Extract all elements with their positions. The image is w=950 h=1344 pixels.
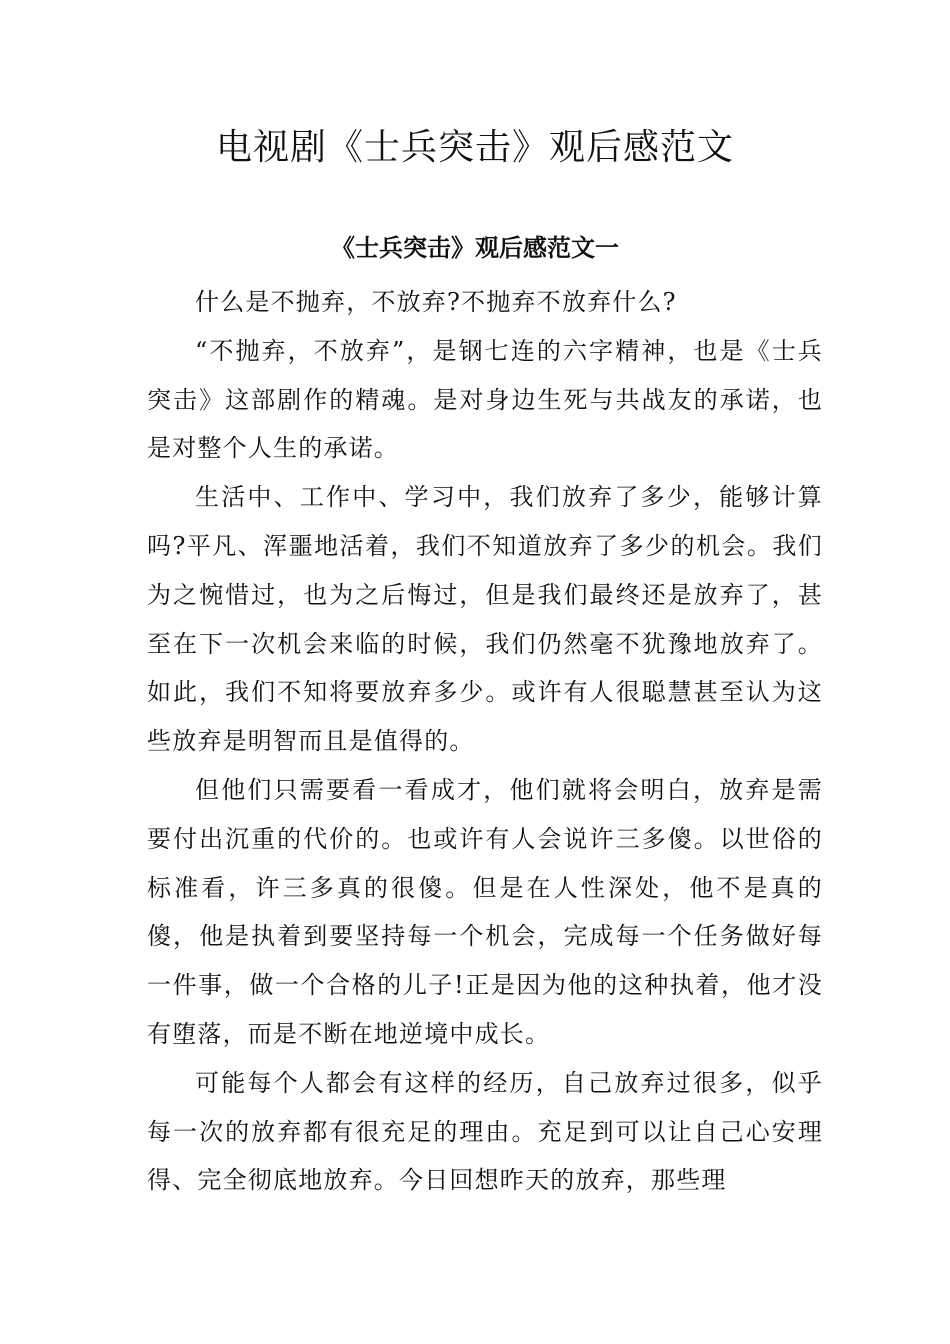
paragraph: 可能每个人都会有这样的经历，自己放弃过很多，似乎每一次的放弃都有很充足的理由。充足到可以让自己心安理得、完全彻底地放弃。今日回想昨天的放弃，那些理 [147,1068,823,1195]
document-title: 电视剧《士兵突击》观后感范文 [215,127,734,168]
paragraph: 生活中、工作中、学习中，我们放弃了多少，能够计算吗?平凡、浑噩地活着，我们不知道放弃了多少的机会。我们为之惋惜过，也为之后悔过，但是我们最终还是放弃了，甚至在下一次机会来临的时候，我们仍然毫不犹豫地放弃了。如此，我们不知将要放弃多少。或许有人很聪慧甚至认为这些放弃是明智而且是值得的。 [147,483,823,756]
body-text [147,278,823,1205]
paragraph: 但他们只需要看一看成才，他们就将会明白，放弃是需要付出沉重的代价的。也或许有人会说许三多傻。以世俗的标准看，许三多真的很傻。但是在人性深处，他不是真的傻，他是执着到要坚持每一个机会，完成每一个任务做好每一件事，做一个合格的儿子!正是因为他的这种执着，他才没有堕落，而是不断在地逆境中成长。 [147,775,823,1048]
paragraph: “不抛弃，不放弃”，是钢七连的六字精神，也是《士兵突击》这部剧作的精魂。是对身边生死与共战友的承诺，也是对整个人生的承诺。 [147,336,823,463]
paragraph: 什么是不抛弃，不放弃?不抛弃不放弃什么? [195,288,677,316]
section-title: 《士兵突击》观后感范文一 [331,233,619,262]
